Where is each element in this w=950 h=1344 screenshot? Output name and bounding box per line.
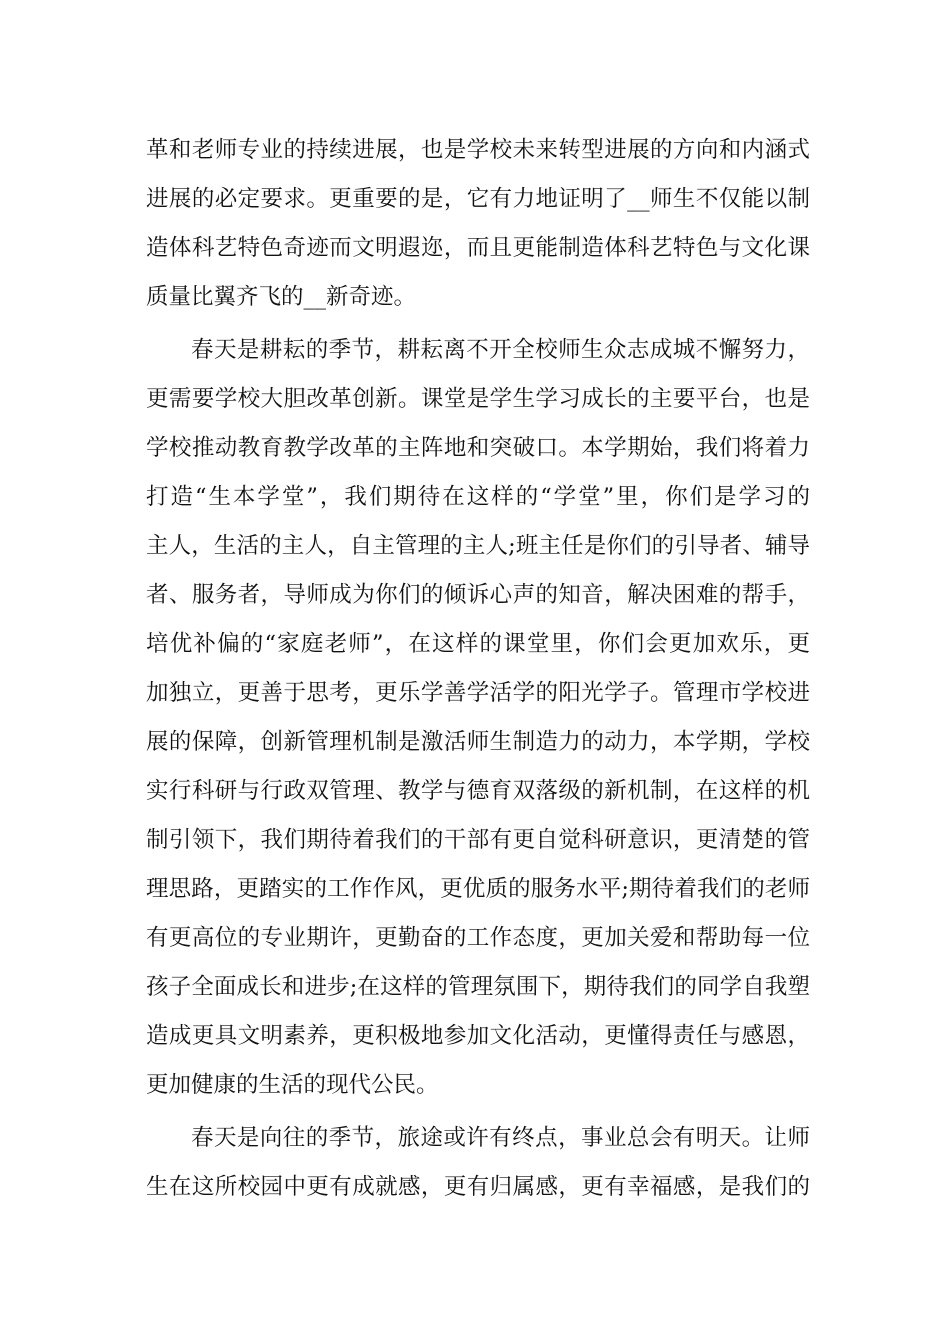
text-line: 学校推动教育教学改革的主阵地和突破口。本学期始，我们将着力 <box>146 435 810 461</box>
text-line: 加独立，更善于思考，更乐学善学活学的阳光学子。管理市学校进 <box>146 680 810 706</box>
text-line: 生在这所校园中更有成就感，更有归属感，更有幸福感，是我们的 <box>146 1174 810 1200</box>
text-line: 培优补偏的“家庭老师”，在这样的课堂里，你们会更加欢乐，更 <box>146 631 810 657</box>
text-line: 主人，生活的主人，自主管理的主人;班主任是你们的引导者、辅导 <box>146 533 810 559</box>
paragraph <box>146 1114 810 1212</box>
text-line: 展的保障，创新管理机制是激活师生制造力的动力，本学期，学校 <box>146 729 810 755</box>
text-line: 更加健康的生活的现代公民。 <box>146 1072 439 1098</box>
document-body <box>146 126 810 1212</box>
text-line: 进展的必定要求。更重要的是，它有力地证明了__师生不仅能以制 <box>146 186 810 212</box>
text-line: 有更高位的专业期许，更勤奋的工作态度，更加关爱和帮助每一位 <box>146 925 810 951</box>
text-line: 者、服务者，导师成为你们的倾诉心声的知音，解决困难的帮手， <box>146 582 810 608</box>
paragraph <box>146 326 810 1110</box>
text-line: 质量比翼齐飞的__新奇迹。 <box>146 284 417 310</box>
text-line: 孩子全面成长和进步;在这样的管理氛围下，期待我们的同学自我塑 <box>146 974 810 1000</box>
text-line: 造成更具文明素养，更积极地参加文化活动，更懂得责任与感恩， <box>146 1023 810 1049</box>
text-line: 制引领下，我们期待着我们的干部有更自觉科研意识，更清楚的管 <box>146 827 810 853</box>
text-line: 打造“生本学堂”，我们期待在这样的“学堂”里，你们是学习的 <box>146 484 810 510</box>
text-line: 革和老师专业的持续进展，也是学校未来转型进展的方向和内涵式 <box>146 137 810 163</box>
text-line: 理思路，更踏实的工作作风，更优质的服务水平;期待着我们的老师 <box>146 876 810 902</box>
text-line: 实行科研与行政双管理、教学与德育双落级的新机制，在这样的机 <box>146 778 810 804</box>
paragraph <box>146 126 810 322</box>
text-line: 春天是向往的季节，旅途或许有终点，事业总会有明天。让师 <box>191 1125 810 1151</box>
text-line: 造体科艺特色奇迹而文明遐迩，而且更能制造体科艺特色与文化课 <box>146 235 810 261</box>
text-line: 春天是耕耘的季节，耕耘离不开全校师生众志成城不懈努力， <box>191 337 810 363</box>
text-line: 更需要学校大胆改革创新。课堂是学生学习成长的主要平台，也是 <box>146 386 810 412</box>
